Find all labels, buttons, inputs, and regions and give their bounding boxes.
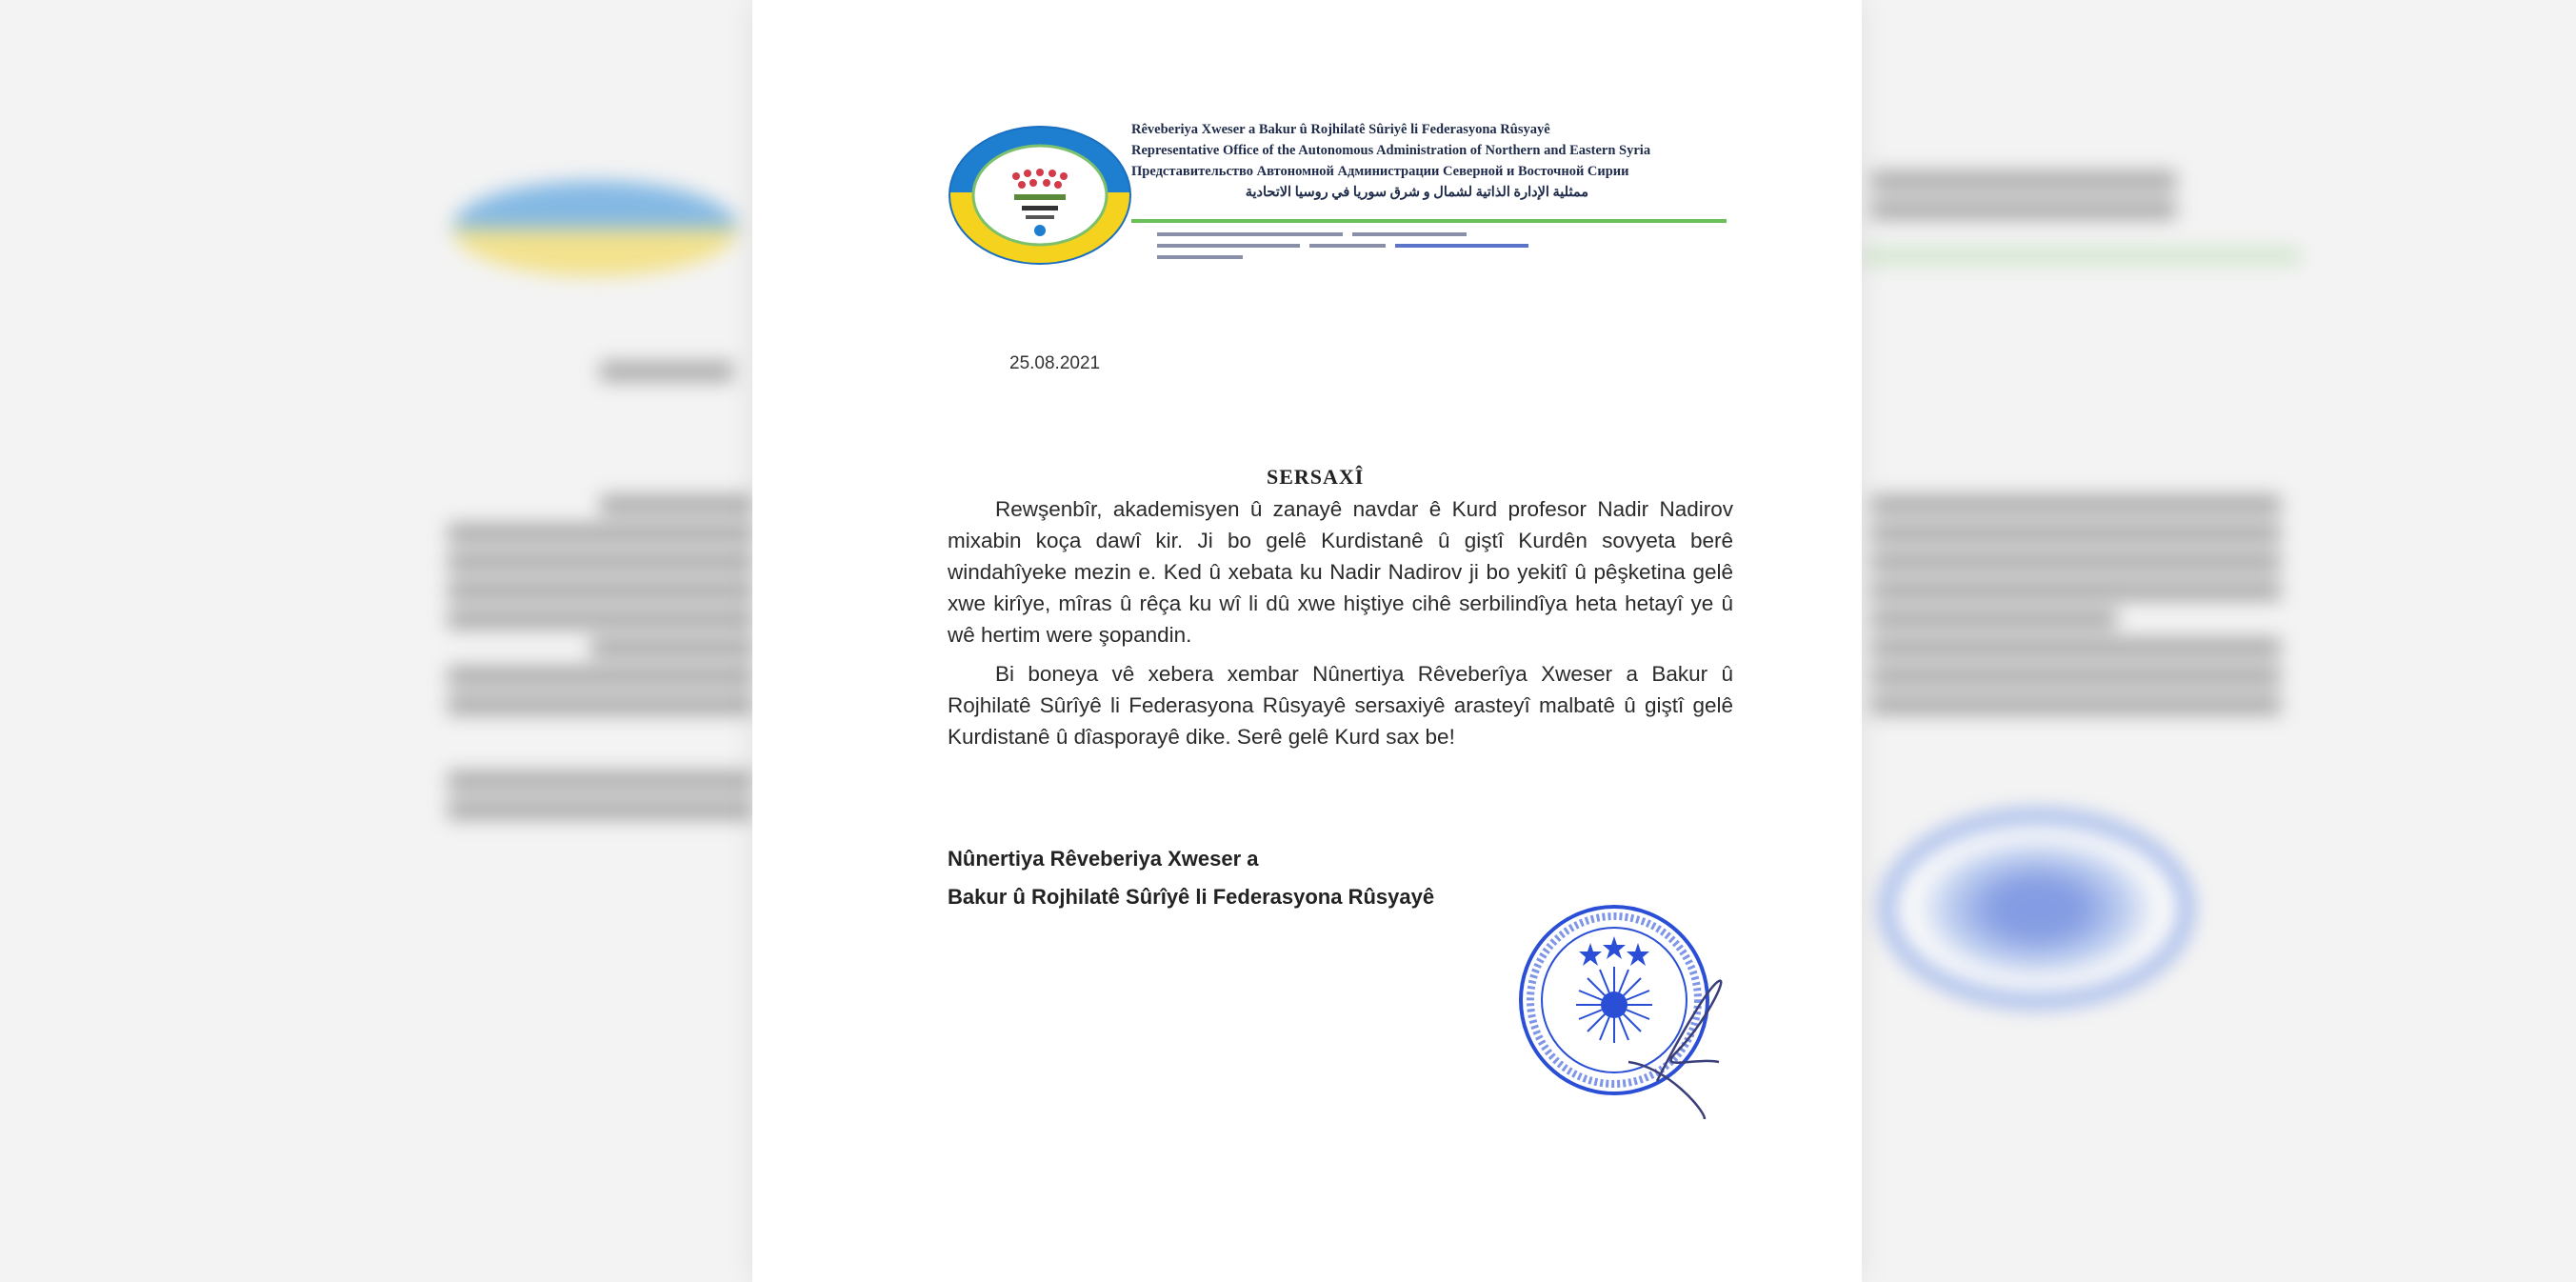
letterhead-kurdish: Rêveberiya Xweser a Bakur û Rojhilatê Sûriyê li Federasyona Rûsyayê (1131, 122, 1550, 137)
official-seal-icon (1514, 891, 1733, 1119)
blurred-background-left (448, 143, 752, 867)
letter-date: 25.08.2021 (1009, 353, 1101, 373)
letter-page (752, 0, 1862, 1282)
signature-line: Nûnertiya Rêveberiya Xweser a (948, 847, 1259, 871)
signature-block (948, 840, 1434, 916)
letterhead-russian: Представительство Автономной Администрации Северной и Восточной Сирии (1131, 164, 1629, 179)
letterhead-arabic: ممثلية الإدارة الذاتية لشمال و شرق سوريا في روسيا الاتحادية (1245, 185, 1588, 200)
letterhead-english: Representative Office of the Autonomous Administration of Northern and Eastern Syria (1131, 143, 1651, 158)
signature-line: Bakur û Rojhilatê Sûrîyê li Federasyona Rûsyayê (948, 885, 1435, 909)
paragraph: Bi boneya vê xebera xembar Nûnertiya Rêveberîya Xweser a Bakur û Rojhilatê Sûrîyê li Federasyona Rûsyayê sersaxiyê arasteyî malbatê û giştî gelê Kurdistanê û dîasporayê dike. Serê gelê Kurd sax be! (948, 662, 1733, 749)
blurred-background-right (1862, 143, 2300, 1000)
letter-body (948, 493, 1733, 760)
paragraph: Rewşenbîr, akademisyen û zanayê navdar ê Kurd profesor Nadir Nadirov mixabin koça dawî kir. Ji bo gelê Kurdistanê û giştî Kurdên sovyeta berê windahîyeke mezin e. Ked û xebata ku Nadir Nadirov ji bo yekitî û pêşketina gelê xwe kirîye, mîras û rêça ku wî li dû xwe hiştiye cihê serbilindîya heta hetayî ye û wê hertim were şopandin. (948, 497, 1733, 647)
letterhead-divider (1131, 219, 1727, 223)
letter-title: SERSAXÎ (1267, 465, 1365, 489)
emblem-logo-icon (948, 124, 1133, 267)
contact-block-illegible (1157, 229, 1557, 276)
letterhead (1131, 119, 1741, 203)
